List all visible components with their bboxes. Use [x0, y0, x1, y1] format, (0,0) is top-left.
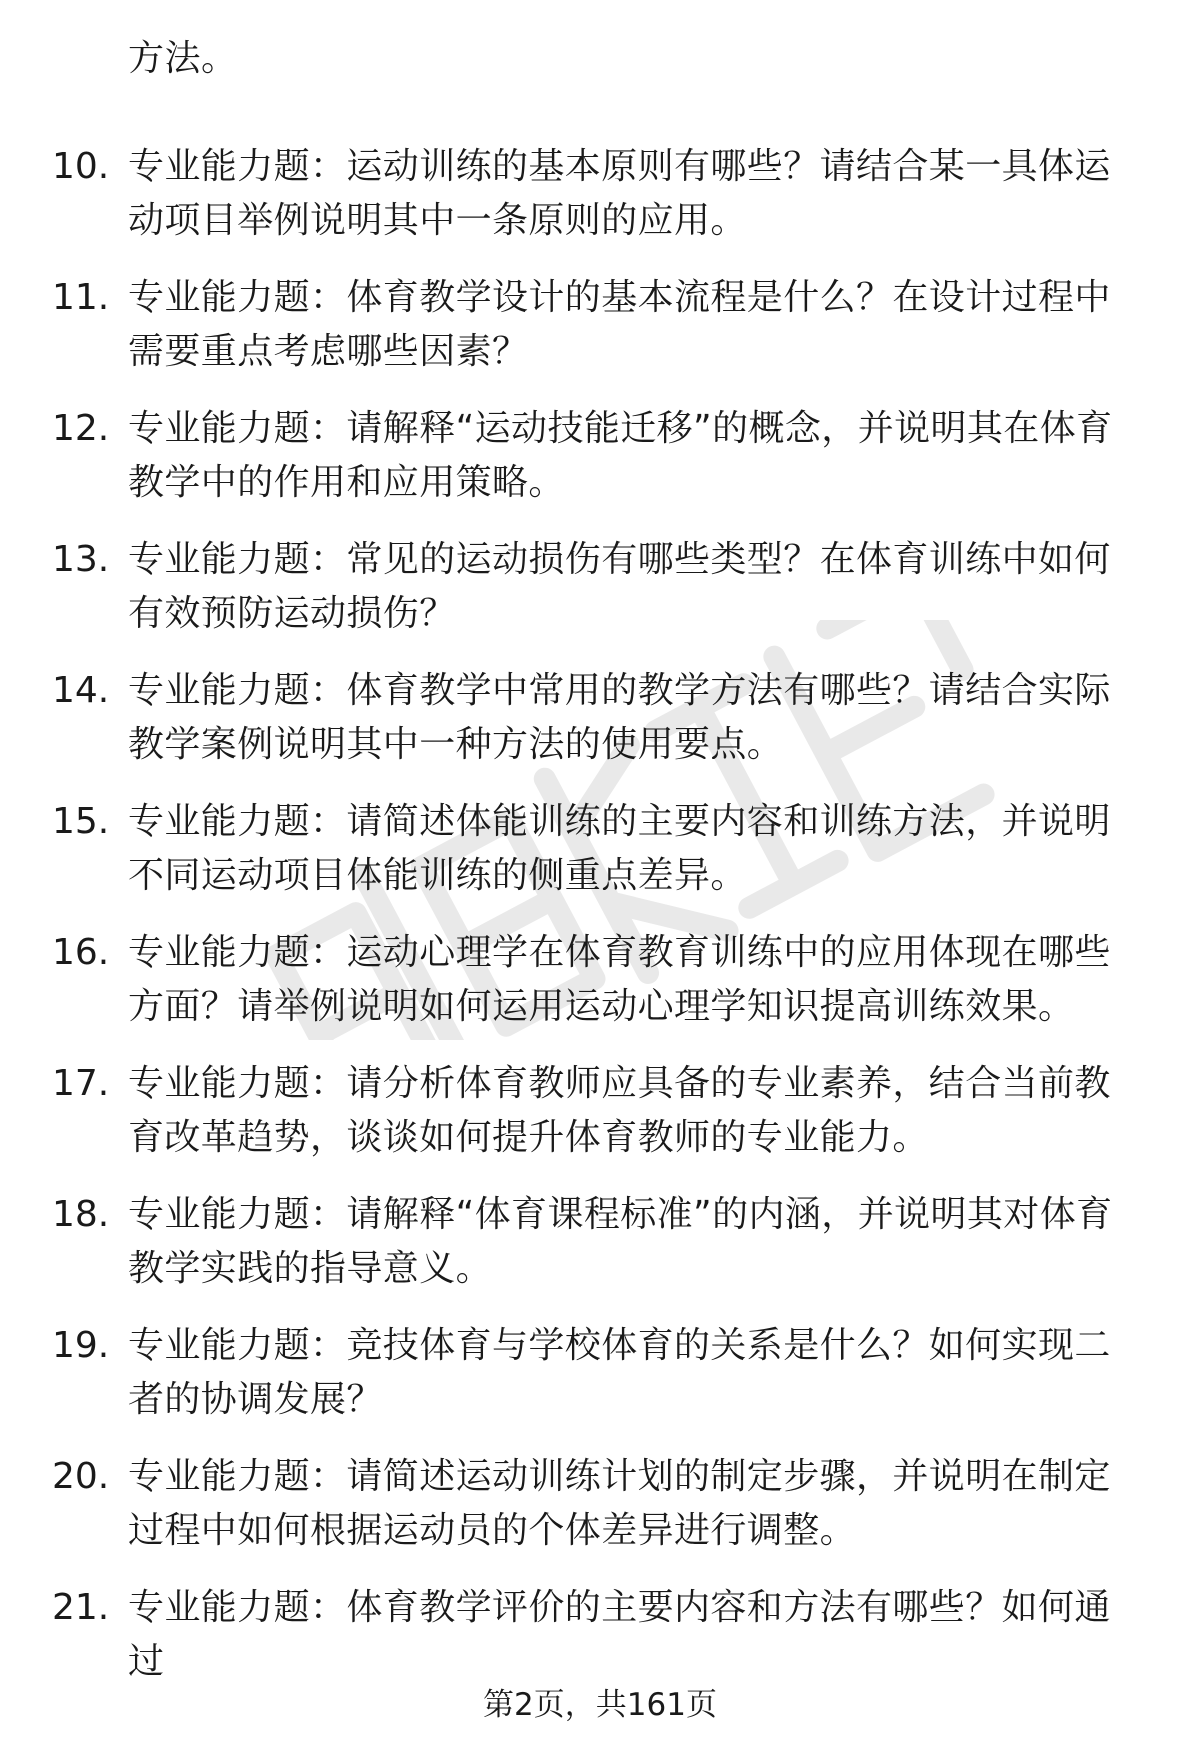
list-item — [0, 533, 1200, 664]
question-number: 20. — [52, 1456, 110, 1497]
question-text: 专业能力题：常见的运动损伤有哪些类型？在体育训练中如何有效预防运动损伤？ — [128, 539, 1111, 634]
question-number: 13. — [52, 539, 110, 580]
list-item — [0, 1188, 1200, 1319]
list-item — [0, 402, 1200, 533]
list-item — [0, 795, 1200, 926]
question-number: 10. — [52, 146, 110, 187]
question-number: 12. — [52, 408, 110, 449]
question-text: 专业能力题：请简述运动训练计划的制定步骤，并说明在制定过程中如何根据运动员的个体差异进行调整。 — [128, 1456, 1111, 1551]
list-item — [0, 664, 1200, 795]
page-footer: 第2页，共161页 — [483, 1687, 717, 1723]
question-text: 专业能力题：体育教学中常用的教学方法有哪些？请结合实际教学案例说明其中一种方法的使用要点。 — [128, 670, 1111, 765]
list-item — [0, 140, 1200, 271]
question-text: 专业能力题：竞技体育与学校体育的关系是什么？如何实现二者的协调发展？ — [128, 1325, 1111, 1420]
question-number: 19. — [52, 1325, 110, 1366]
question-text: 专业能力题：请解释“体育课程标准”的内涵，并说明其对体育教学实践的指导意义。 — [128, 1194, 1113, 1289]
question-text: 专业能力题：运动心理学在体育教育训练中的应用体现在哪些方面？请举例说明如何运用运动心理学知识提高训练效果。 — [128, 932, 1111, 1027]
list-item — [0, 1319, 1200, 1450]
question-text: 专业能力题：体育教学设计的基本流程是什么？在设计过程中需要重点考虑哪些因素？ — [128, 277, 1111, 372]
question-number: 21. — [52, 1587, 110, 1628]
list-item — [0, 1450, 1200, 1581]
question-text: 专业能力题：请分析体育教师应具备的专业素养，结合当前教育改革趋势，谈谈如何提升体育教师的专业能力。 — [128, 1063, 1111, 1158]
question-list — [0, 140, 1200, 1712]
question-text: 专业能力题：运动训练的基本原则有哪些？请结合某一具体运动项目举例说明其中一条原则的应用。 — [128, 146, 1111, 241]
list-item — [0, 926, 1200, 1057]
list-item — [0, 1057, 1200, 1188]
question-number: 15. — [52, 801, 110, 842]
list-item — [0, 271, 1200, 402]
question-text: 专业能力题：请简述体能训练的主要内容和训练方法，并说明不同运动项目体能训练的侧重点差异。 — [128, 801, 1111, 896]
question-number: 18. — [52, 1194, 110, 1235]
question-number: 16. — [52, 932, 110, 973]
question-text: 专业能力题：请解释“运动技能迁移”的概念，并说明其在体育教学中的作用和应用策略。 — [128, 408, 1113, 503]
question-number: 14. — [52, 670, 110, 711]
question-number: 17. — [52, 1063, 110, 1104]
question-text: 专业能力题：体育教学评价的主要内容和方法有哪些？如何通过 — [128, 1587, 1111, 1682]
question-number: 11. — [52, 277, 110, 318]
continuation-text: 方法。 — [128, 38, 238, 79]
